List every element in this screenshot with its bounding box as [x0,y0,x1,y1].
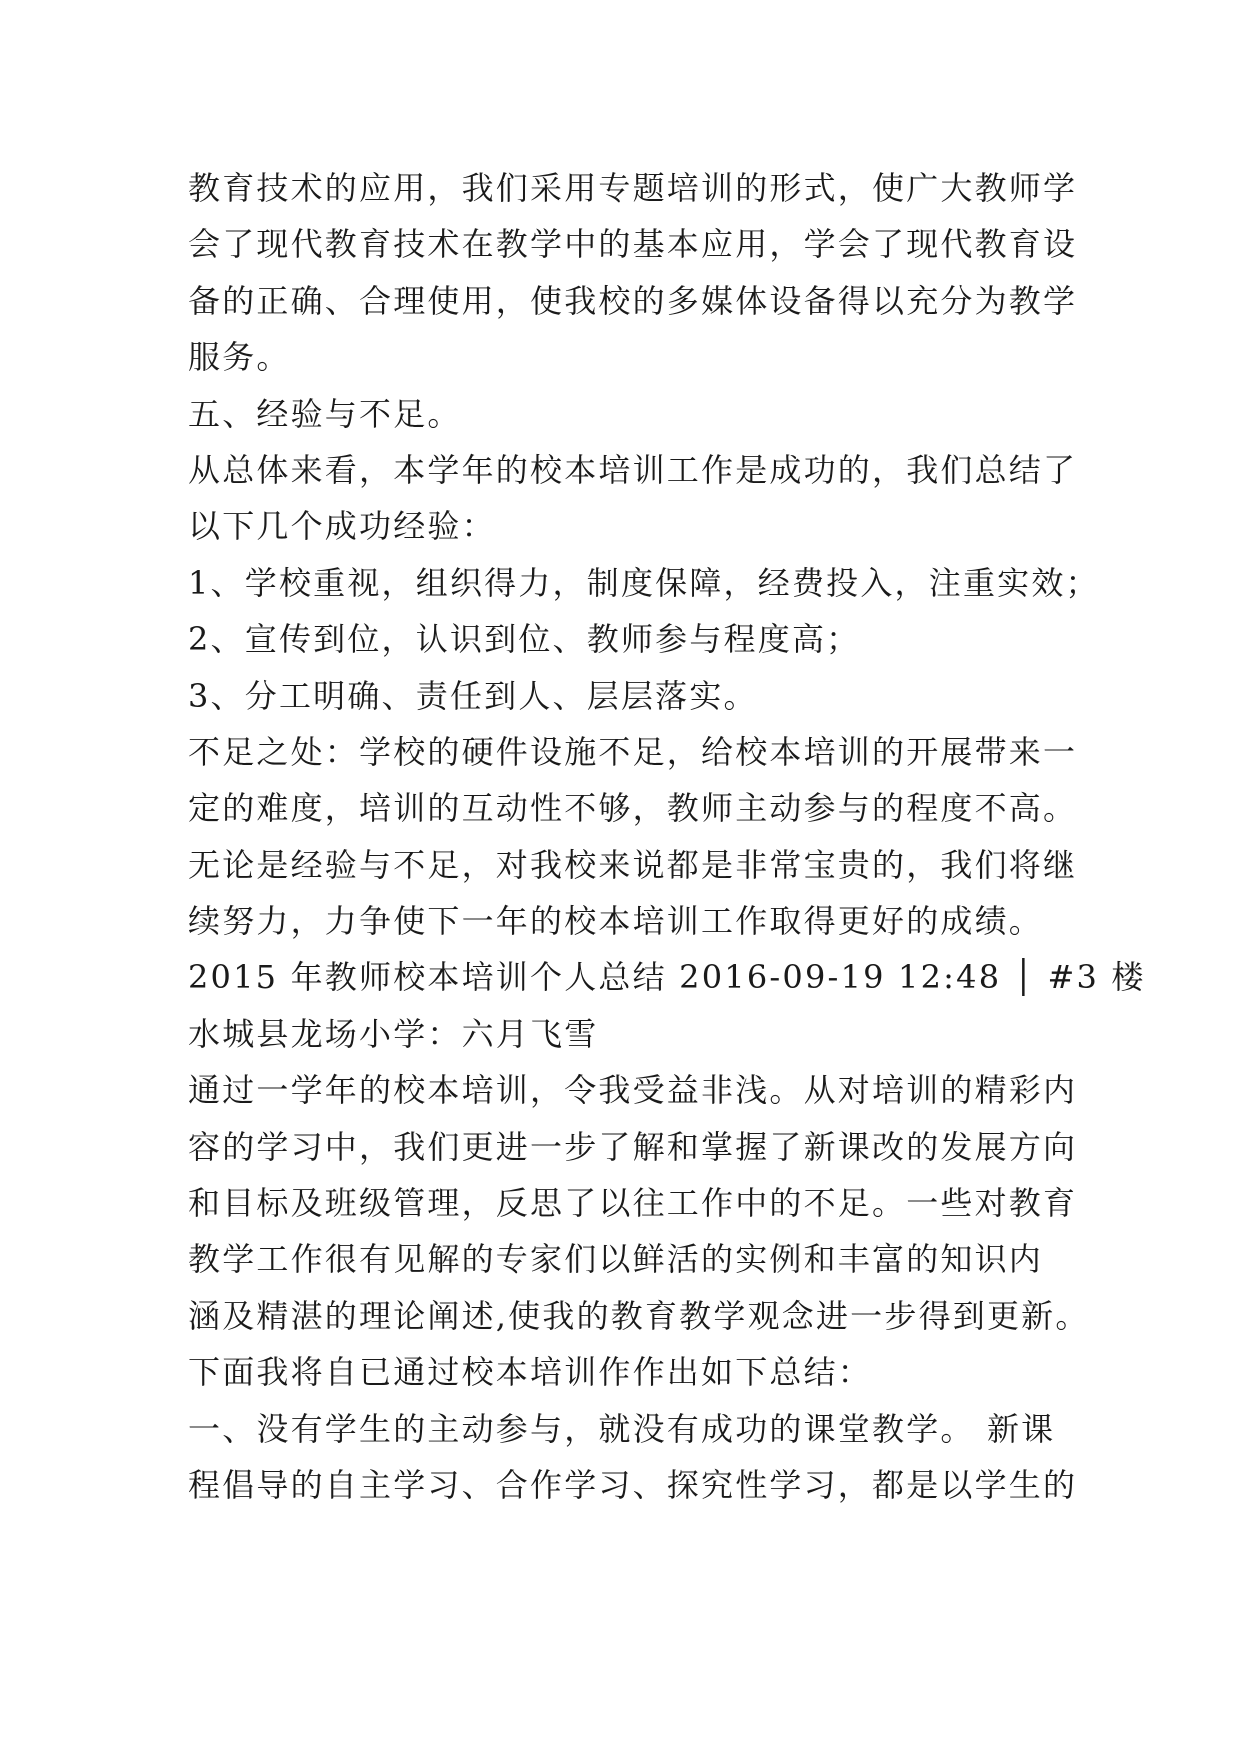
text-line: 教育技术的应用，我们采用专题培训的形式，使广大教师学 [188,169,1078,207]
text-line: 续努力，力争使下一年的校本培训工作取得更好的成绩。 [188,902,1044,941]
text-line: 教学工作很有见解的专家们以鲜活的实例和丰富的知识内 [188,1240,1044,1279]
text-line: 和目标及班级管理，反思了以往工作中的不足。一些对教育 [188,1184,1078,1223]
list-item: 3、分工明确、责任到人、层层落实。 [188,676,758,715]
list-item: 2、宣传到位，认识到位、教师参与程度高； [188,620,861,659]
section-heading: 一、没有学生的主动参与，就没有成功的课堂教学。 新课 [188,1409,1056,1448]
text-line: 服务。 [188,338,291,377]
text-line: 容的学习中，我们更进一步了解和掌握了新课改的发展方向 [188,1127,1078,1166]
text-line: 下面我将自已通过校本培训作作出如下总结： [188,1353,873,1392]
text-line: 定的难度，培训的互动性不够，教师主动参与的程度不高。 [188,789,1078,828]
post-header: 2015 年教师校本培训个人总结 2016-09-19 12:48 │ #3 楼 [188,958,1146,997]
text-line: 通过一学年的校本培训，令我受益非浅。从对培训的精彩内 [188,1071,1078,1110]
list-item: 1、学校重视，组织得力，制度保障，经费投入，注重实效； [188,563,1100,602]
text-line: 备的正确、合理使用，使我校的多媒体设备得以充分为教学 [188,281,1078,320]
text-line: 程倡导的自主学习、合作学习、探究性学习，都是以学生的 [188,1465,1078,1504]
body-text [188,160,1146,1513]
section-heading: 五、经验与不足。 [188,394,462,433]
text-line: 无论是经验与不足，对我校来说都是非常宝贵的，我们将继 [188,845,1078,884]
text-line: 不足之处：学校的硬件设施不足，给校本培训的开展带来一 [188,732,1078,771]
text-line: 涵及精湛的理论阐述,使我的教育教学观念进一步得到更新。 [188,1296,1090,1335]
text-line: 以下几个成功经验： [188,507,496,546]
post-author: 水城县龙场小学：六月飞雪 [188,1014,599,1053]
text-line: 从总体来看，本学年的校本培训工作是成功的，我们总结了 [188,450,1078,489]
text-line: 会了现代教育技术在教学中的基本应用，学会了现代教育设 [188,225,1078,264]
